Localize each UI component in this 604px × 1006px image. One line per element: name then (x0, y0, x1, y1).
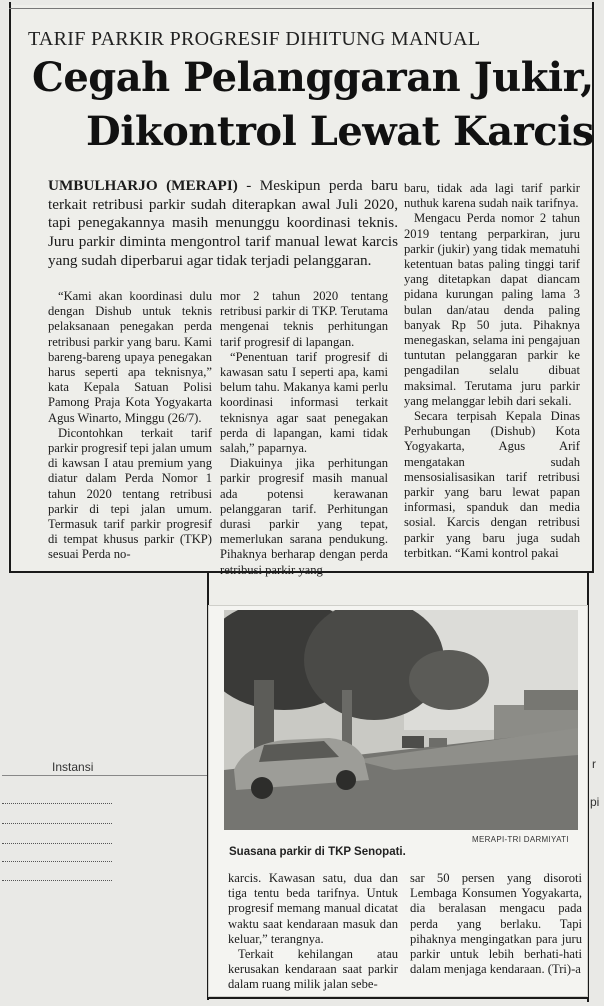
clip-border-top (9, 8, 594, 9)
form-dotted-line (2, 803, 112, 804)
clip-border-lower-bottom (207, 997, 589, 999)
form-line (2, 775, 207, 776)
photo-credit: MERAPI-TRI DARMIYATI (472, 835, 569, 844)
column-2 (220, 289, 388, 578)
column-4 (228, 871, 398, 993)
column-5 (410, 871, 582, 977)
form-dotted-line (2, 880, 112, 881)
paragraph: “Kami akan koordinasi dulu dengan Dishub untuk teknis pelaksanaan penegakan perda retribusi parkir yang baru. Kami bareng-bareng upaya penegakan harus seperti apa teknisnya,” kata Kepala Satuan Polisi Pamong Praja Kota Yogyakarta Agus Winarto, Minggu (26/7). (48, 289, 212, 425)
paragraph: “Penentuan tarif progresif di kawasan satu I seperti apa, kami belum tahu. Makanya kami perlu koordinasi informasi terkait teknisnya agar saat penegakan perda di lapangan, kami tidak salah,” paparnya. (220, 349, 388, 456)
form-dotted-line (2, 861, 112, 862)
headline-line-1: Cegah Pelanggaran Jukir, (32, 54, 594, 101)
form-label-instansi: Instansi (52, 760, 94, 774)
paragraph: Mengacu Perda nomor 2 tahun 2019 tentang perparkiran, juru parkir (jukir) yang tidak mematuhi ketentuan batas paling tinggi tarif yang ditetapkan dapat diancam pidana kurungan paling lama 3 bulan dan/atau denda paling banyak Rp 50 juta. Pihaknya menegaskan, selama ini pengajuan tuntutan pelanggaran parkir ke pengadilan selalu dibuat maksimal. Terutama juru parkir yang melanggar lebih dari sekali. (404, 211, 580, 408)
form-dotted-line (2, 843, 112, 844)
paragraph: mor 2 tahun 2020 tentang retribusi parkir di TKP. Terutama mengenai teknis perhitungan tarif progresif di lapangan. (220, 289, 388, 349)
paragraph: Terkait kehilangan atau kerusakan kendaraan saat parkir dalam ruang milik jalan sebe- (228, 947, 398, 992)
paragraph: Dicontohkan terkait tarif parkir progresif tepi jalan umum di kawsan I atau premium yang diatur dalam Perda Nomor 1 tahun 2020 tentang retribusi parkir di tepi jalan umum. Termasuk tarif parkir progresif di tempat khusus parkir (TKP) sesuai Perda no- (48, 425, 212, 562)
form-dotted-line (2, 823, 112, 824)
form-fragment-right-2: r (592, 757, 596, 771)
headline-line-2: Dikontrol Lewat Karcis (86, 108, 594, 155)
parking-photo (224, 610, 578, 830)
paragraph: Secara terpisah Kepala Dinas Perhubungan (Dishub) Kota Yogyakarta, Agus Arif mengatakan sudah mensosialisasikan tarif retribusi parkir yang baru lewat papan informasi, spanduk dan media sosial. Karcis dengan retribusi parkir yang baru juga sudah terbitkan. “Kami kontrol pakai (404, 409, 580, 560)
paragraph: karcis. Kawasan satu, dua dan tiga tentu beda tarifnya. Untuk progresif memang manual dicatat waktu saat kendaraan masuk dan keluar,” terangnya. (228, 871, 398, 946)
kicker: TARIF PARKIR PROGRESIF DIHITUNG MANUAL (28, 28, 481, 50)
clip-border-left (9, 2, 11, 572)
paragraph: Diakuinya jika perhitungan parkir progresif masih manual ada potensi kerawanan pelanggaran tarif. Perhitungan durasi parkir yang tepat, memerlukan sarana pendukung. Pihaknya berharap dengan perda retribusi parkir yang (220, 456, 388, 577)
paragraph: sar 50 persen yang disoroti Lembaga Konsumen Yogyakarta, dia beralasan mengacu pada perda yang berlaku. Tapi pihaknya mengingatkan para juru parkir untuk lebih berhati-hati dalam menjaga kendaraan. (Tri)-a (410, 871, 582, 977)
lead-text: - Meskipun perda baru terkait retribusi parkir sudah diterapkan awal Juli 2020, tapi penegakannya masih menunggu koordinasi teknis. Juru parkir diminta mengontrol tarif manual lewat karcis yang sudah diperbarui agar tidak terjadi pelanggaran. (48, 177, 398, 269)
column-1 (48, 289, 212, 563)
column-3 (404, 181, 580, 561)
photo-caption: Suasana parkir di TKP Senopati. (229, 846, 406, 858)
lead-paragraph (48, 177, 398, 271)
lead-dateline: UMBULHARJO (MERAPI) (48, 177, 238, 194)
form-fragment-right: pi (590, 795, 600, 809)
paragraph: baru, tidak ada lagi tarif parkir nuthuk karena sudah naik tarifnya. (404, 181, 580, 211)
